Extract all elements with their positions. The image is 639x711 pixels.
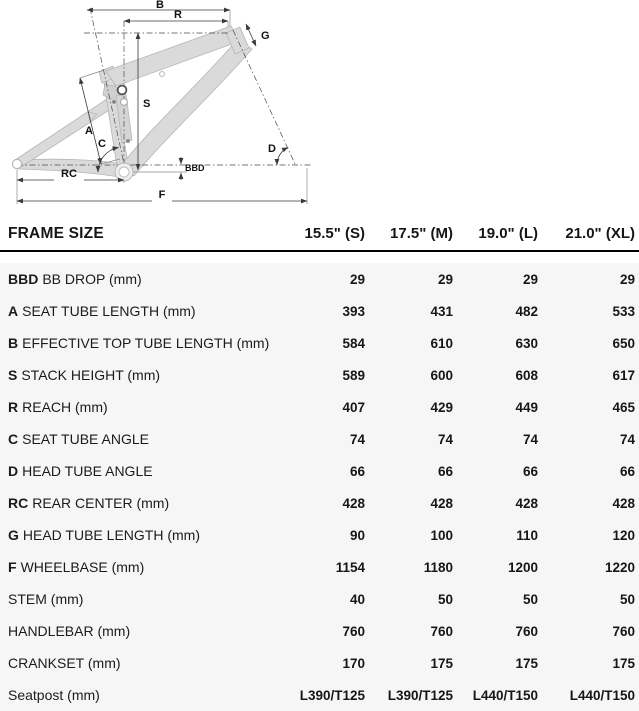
steering-axis <box>233 30 296 166</box>
table-row <box>0 263 639 295</box>
table-row <box>0 295 639 327</box>
value-s: L390/T125 <box>299 687 365 703</box>
value-l: 175 <box>515 655 538 671</box>
value-xl: 650 <box>612 335 635 351</box>
row-label-text: HEAD TUBE LENGTH (mm) <box>22 527 200 543</box>
value-m: L390/T125 <box>387 687 453 703</box>
value-s: 29 <box>349 271 365 287</box>
row-label-text: Seatpost (mm) <box>8 687 100 703</box>
value-l: 449 <box>515 399 538 415</box>
value-l: 74 <box>522 431 538 447</box>
value-l: 630 <box>515 335 538 351</box>
table-row <box>0 391 639 423</box>
table-row <box>0 519 639 551</box>
dim-label-r: R <box>174 9 182 21</box>
value-m: 428 <box>430 495 453 511</box>
value-xl: 428 <box>612 495 635 511</box>
value-l: 110 <box>516 527 538 543</box>
row-label-text: WHEELBASE (mm) <box>20 559 145 575</box>
table-row <box>0 455 639 487</box>
value-s: 40 <box>349 591 365 607</box>
value-s: 584 <box>342 335 365 351</box>
value-m: 600 <box>430 367 453 383</box>
table-row <box>0 551 639 583</box>
value-m: 50 <box>437 591 453 607</box>
value-m: 29 <box>437 271 453 287</box>
table-row <box>0 423 639 455</box>
table-title: FRAME SIZE <box>8 224 104 242</box>
value-l: 50 <box>522 591 538 607</box>
row-label <box>0 591 275 607</box>
value-m: 760 <box>430 623 453 639</box>
value-m: 431 <box>430 303 453 319</box>
dim-label-rc: RC <box>61 168 77 180</box>
value-xl: 50 <box>619 591 635 607</box>
row-label-prefix: F <box>8 559 17 575</box>
value-s: 1154 <box>335 559 365 575</box>
dim-label-b: B <box>156 0 164 11</box>
row-label-prefix: G <box>8 527 19 543</box>
value-xl: 74 <box>619 431 635 447</box>
row-label <box>0 271 275 287</box>
row-label <box>0 303 275 319</box>
cable-port <box>160 72 165 77</box>
dim-label-d: D <box>268 143 276 155</box>
value-s: 393 <box>342 303 365 319</box>
value-l: 29 <box>522 271 538 287</box>
table-row <box>0 647 639 679</box>
row-label-text: SEAT TUBE LENGTH (mm) <box>22 303 196 319</box>
dim-label-bbd: BBD <box>185 163 205 173</box>
column-header-m: 17.5" (M) <box>390 225 453 242</box>
value-l: 66 <box>522 463 538 479</box>
column-header-l: 19.0" (L) <box>478 225 538 242</box>
row-label-text: STEM (mm) <box>8 591 84 607</box>
link-pivot <box>121 99 128 106</box>
row-label-text: CRANKSET (mm) <box>8 655 121 671</box>
row-label-prefix: R <box>8 399 19 415</box>
dim-label-s: S <box>143 98 151 110</box>
row-label-prefix: S <box>8 367 18 383</box>
value-l: 482 <box>515 303 538 319</box>
row-label-text: HEAD TUBE ANGLE <box>22 463 153 479</box>
dim-d-arc <box>277 148 288 166</box>
row-label-text: SEAT TUBE ANGLE <box>22 431 149 447</box>
value-s: 589 <box>342 367 365 383</box>
table-row <box>0 679 639 711</box>
table-row <box>0 359 639 391</box>
value-xl: 120 <box>612 527 635 543</box>
value-xl: 29 <box>619 271 635 287</box>
value-xl: 465 <box>612 399 635 415</box>
table-row <box>0 487 639 519</box>
column-header-s: 15.5" (S) <box>304 225 365 242</box>
column-header-xl: 21.0" (XL) <box>565 225 635 242</box>
row-label <box>0 399 275 415</box>
row-label <box>0 687 275 703</box>
row-label <box>0 655 275 671</box>
row-label <box>0 495 275 511</box>
value-l: 428 <box>515 495 538 511</box>
row-label-text: REACH (mm) <box>22 399 108 415</box>
value-m: 66 <box>437 463 453 479</box>
value-s: 74 <box>349 431 365 447</box>
value-s: 66 <box>349 463 365 479</box>
row-label-text: REAR CENTER (mm) <box>32 495 170 511</box>
row-label-prefix: RC <box>8 495 29 511</box>
row-label-prefix: D <box>8 463 19 479</box>
value-xl: 533 <box>612 303 635 319</box>
value-m: 429 <box>430 399 453 415</box>
value-m: 100 <box>430 527 453 543</box>
main-pivot <box>118 86 127 95</box>
dim-label-a: A <box>85 125 93 137</box>
table-row <box>0 583 639 615</box>
dim-label-c: C <box>98 138 106 150</box>
row-label-text: STACK HEIGHT (mm) <box>21 367 161 383</box>
frame-diagram <box>0 0 639 215</box>
value-l: L440/T150 <box>472 687 538 703</box>
value-m: 610 <box>430 335 453 351</box>
value-xl: L440/T150 <box>569 687 635 703</box>
row-label-text: EFFECTIVE TOP TUBE LENGTH (mm) <box>22 335 270 351</box>
value-xl: 617 <box>612 367 635 383</box>
value-xl: 1220 <box>604 559 635 575</box>
bottom-bracket-inner <box>119 167 129 177</box>
value-l: 608 <box>515 367 538 383</box>
row-label <box>0 463 275 479</box>
seatstay <box>15 95 120 167</box>
rear-axle <box>12 159 21 168</box>
table-row <box>0 615 639 647</box>
value-s: 428 <box>342 495 365 511</box>
row-label <box>0 335 275 351</box>
geometry-table <box>0 263 639 711</box>
dim-label-g: G <box>261 30 270 42</box>
value-xl: 760 <box>612 623 635 639</box>
dim-label-f: F <box>158 189 166 201</box>
row-label-text: HANDLEBAR (mm) <box>8 623 131 639</box>
row-label-prefix: B <box>8 335 19 351</box>
table-row <box>0 327 639 359</box>
value-m: 1180 <box>423 559 453 575</box>
row-label <box>0 431 275 447</box>
dim-g <box>246 24 256 46</box>
row-label-prefix: C <box>8 431 19 447</box>
row-label <box>0 623 275 639</box>
value-l: 1200 <box>507 559 538 575</box>
value-s: 90 <box>349 527 365 543</box>
value-xl: 175 <box>612 655 635 671</box>
pivot-dot <box>112 100 115 103</box>
row-label <box>0 559 275 575</box>
value-s: 760 <box>342 623 365 639</box>
row-label-text: BB DROP (mm) <box>42 271 142 287</box>
value-m: 74 <box>437 431 453 447</box>
value-s: 170 <box>342 655 365 671</box>
row-label <box>0 367 275 383</box>
frame-size-header-row <box>0 217 639 252</box>
shock-mount <box>126 139 130 143</box>
row-label <box>0 527 275 543</box>
value-m: 175 <box>430 655 453 671</box>
row-label-prefix: BBD <box>8 271 39 287</box>
value-xl: 66 <box>619 463 635 479</box>
frame-silhouette <box>15 26 252 177</box>
row-label-prefix: A <box>8 303 19 319</box>
value-s: 407 <box>342 399 365 415</box>
value-l: 760 <box>515 623 538 639</box>
bike-frame-diagram <box>0 0 340 215</box>
